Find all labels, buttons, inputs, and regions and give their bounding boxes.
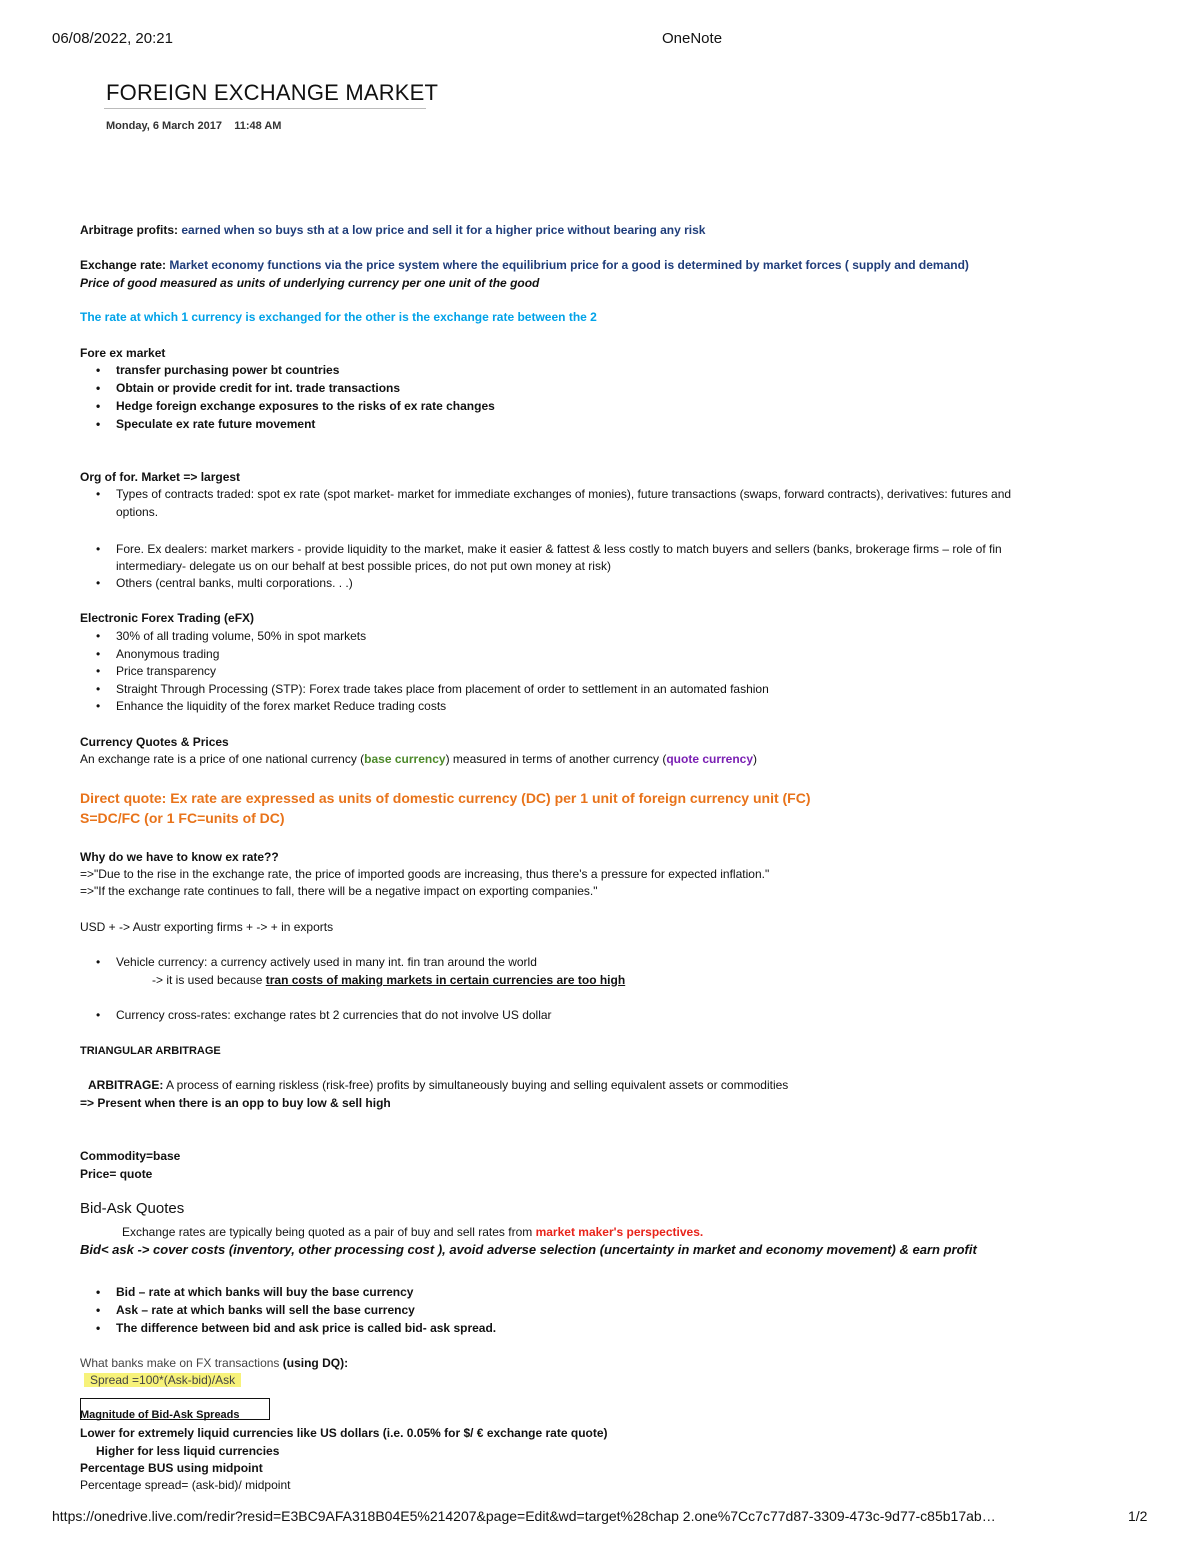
quotes-definition: An exchange rate is a price of one national currency (base currency) measured in terms of another currency (quote currency) xyxy=(80,752,758,766)
direct-quote-formula: S=DC/FC (or 1 FC=units of DC) xyxy=(80,810,285,826)
banks-make-line: What banks make on FX transactions (using DQ): xyxy=(80,1356,349,1370)
higher-line: Higher for less liquid currencies xyxy=(96,1444,280,1458)
arbitrage-present: => Present when there is an opp to buy low & sell high xyxy=(80,1096,391,1110)
list-item-continued: intermediary- delegate us on our behalf at best possible prices, do not put own money at risk) xyxy=(116,559,611,573)
exchange-rate-definition: The rate at which 1 currency is exchanged for the other is the exchange rate between the 2 xyxy=(80,310,597,324)
exchange-rate-italic: Price of good measured as units of underlying currency per one unit of the good xyxy=(80,276,540,290)
forex-market-heading: Fore ex market xyxy=(80,346,166,360)
print-app-name: OneNote xyxy=(662,30,723,47)
title-divider xyxy=(104,108,426,109)
quote-currency-term: quote currency xyxy=(666,752,754,766)
direct-quote-line: Direct quote: Ex rate are expressed as units of domestic currency (DC) per 1 unit of foreign currency unit (FC) xyxy=(80,790,811,806)
arbitrage-definition: ARBITRAGE: A process of earning riskless (risk-free) profits by simultaneously buying and selling equivalent assets or commodities xyxy=(88,1078,789,1092)
pct-bus-line: Percentage BUS using midpoint xyxy=(80,1461,263,1475)
usd-line: USD + -> Austr exporting firms + -> + in exports xyxy=(80,920,334,934)
pct-spread-line: Percentage spread= (ask-bid)/ midpoint xyxy=(80,1478,291,1492)
base-currency-term: base currency xyxy=(364,752,446,766)
price-quote: Price= quote xyxy=(80,1167,153,1181)
market-maker-term: market maker's perspectives. xyxy=(535,1225,704,1239)
bid-ask-heading: Bid-Ask Quotes xyxy=(80,1200,185,1217)
triangular-heading: TRIANGULAR ARBITRAGE xyxy=(80,1045,221,1057)
exchange-rate-label: Exchange rate: xyxy=(80,258,167,272)
bid-ask-reason: Bid< ask -> cover costs (inventory, other processing cost ), avoid adverse selection (uncertainty in market and economy movement) & earn profit xyxy=(80,1242,977,1257)
exchange-rate-text: Market economy functions via the price system where the equilibrium price for a good is determined by market forces ( supply and demand) xyxy=(169,258,969,272)
print-datetime: 06/08/2022, 20:21 xyxy=(52,30,173,47)
quotes-heading: Currency Quotes & Prices xyxy=(80,735,229,749)
efx-heading: Electronic Forex Trading (eFX) xyxy=(80,611,255,625)
page-datetime xyxy=(106,120,281,132)
vehicle-reason-underlined: tran costs of making markets in certain currencies are too high xyxy=(265,973,626,987)
page-title: FOREIGN EXCHANGE MARKET xyxy=(106,80,439,105)
spread-formula: Spread =100*(Ask-bid)/Ask xyxy=(84,1372,241,1388)
magnitude-heading: Magnitude of Bid-Ask Spreads xyxy=(80,1409,240,1421)
arbitrage-line xyxy=(80,222,705,238)
arbitrage-label: Arbitrage profits: xyxy=(80,223,179,237)
page-date: Monday, 6 March 2017 xyxy=(106,120,222,132)
org-heading: Org of for. Market => largest xyxy=(80,470,241,484)
vehicle-reason: -> it is used because tran costs of making markets in certain currencies are too high xyxy=(152,973,626,987)
print-page-number: 1/2 xyxy=(1128,1508,1148,1524)
why-quote-1: =>"Due to the rise in the exchange rate, the price of imported goods are increasing, thus there's a pressure for expected inflation." xyxy=(80,867,770,881)
page-time: 11:48 AM xyxy=(234,120,282,132)
list-item-continued: options. xyxy=(116,505,159,519)
arbitrage-text: earned when so buys sth at a low price and sell it for a higher price without bearing any risk xyxy=(181,223,706,237)
print-url: https://onedrive.live.com/redir?resid=E3BC9AFA318B04E5%214207&page=Edit&wd=target%28chap 2.one%7Cc7c77d87-3309-473c-9d77-c85b17ab… xyxy=(52,1508,996,1524)
why-quote-2: =>"If the exchange rate continues to fall, there will be a negative impact on exporting companies." xyxy=(80,884,598,898)
arbitrage-def-label: ARBITRAGE: xyxy=(88,1078,164,1092)
why-heading: Why do we have to know ex rate?? xyxy=(80,850,279,864)
commodity-base: Commodity=base xyxy=(80,1149,181,1163)
exchange-rate-line xyxy=(80,257,969,273)
lower-line: Lower for extremely liquid currencies like US dollars (i.e. 0.05% for $/ € exchange rate quote) xyxy=(80,1426,608,1440)
bid-ask-intro: Exchange rates are typically being quoted as a pair of buy and sell rates from market maker's perspectives. xyxy=(122,1225,704,1239)
